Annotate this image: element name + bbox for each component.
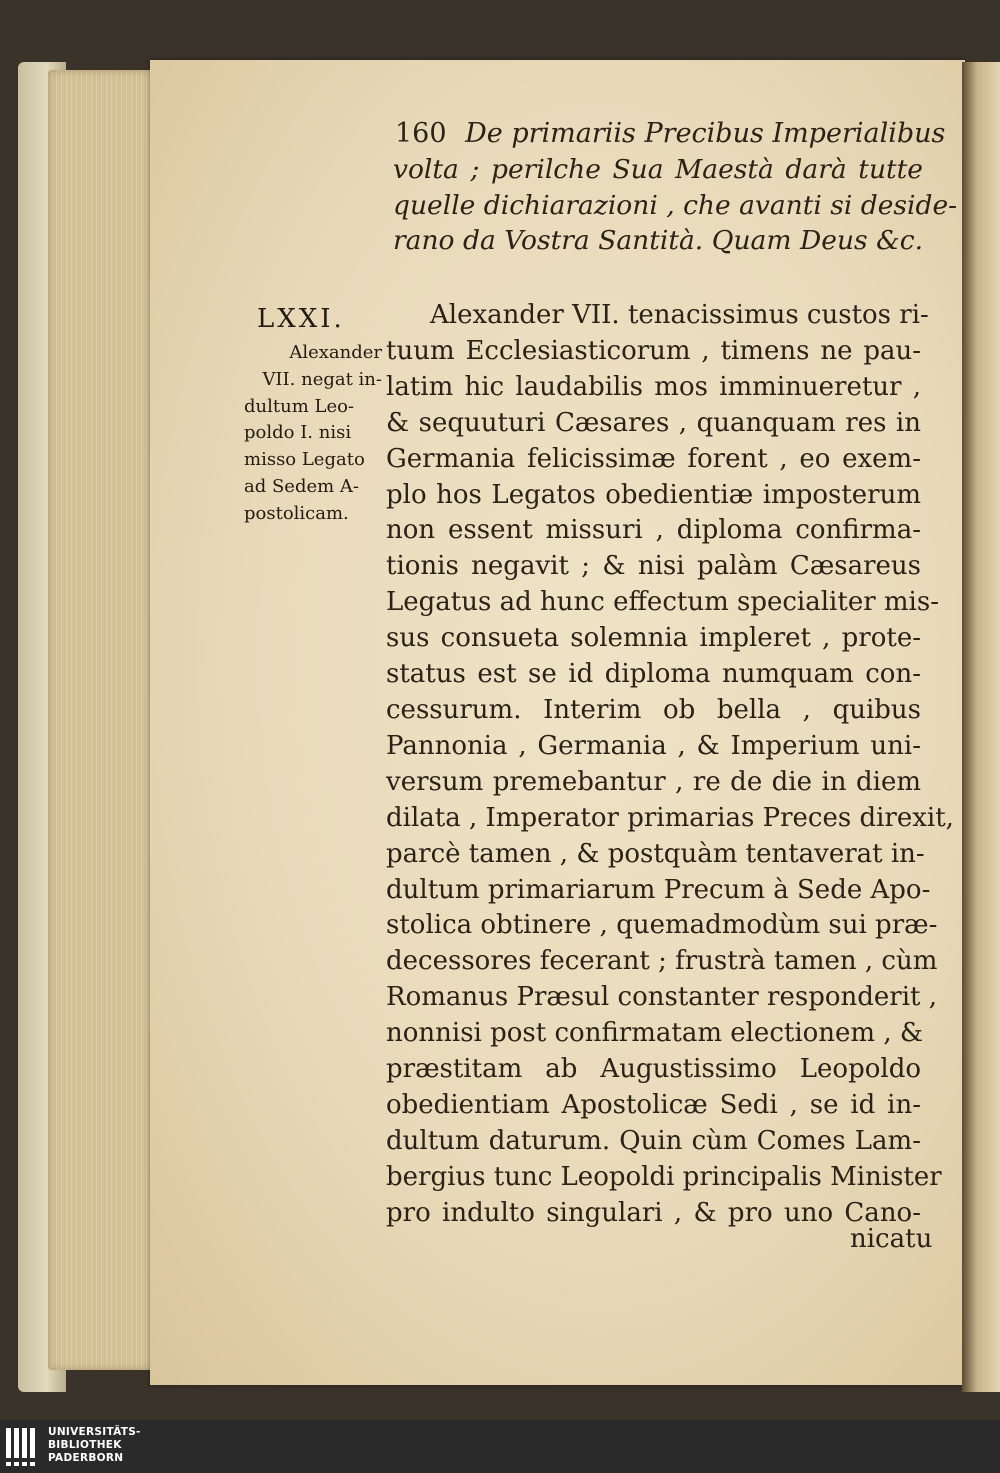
body-line: Alexander VII. tenacissimus custos ri- [430, 300, 929, 330]
running-title: De primariis Precibus Imperialibus [465, 118, 946, 149]
body-line: sus consueta solemnia impleret , prote- [386, 623, 921, 654]
body-text [386, 298, 954, 1232]
marginal-line: postolicam. [244, 502, 349, 524]
body-line: plo hos Legatos obedientiæ imposterum [386, 479, 921, 510]
italic-line: rano da Vostra Santità. Quam Deus &c. [393, 225, 923, 256]
body-line: præstitam ab Augustissimo Leopoldo [386, 1054, 921, 1085]
body-line: Legatus ad hunc effectum specialiter mis- [386, 587, 939, 618]
library-logo-icon [4, 1424, 44, 1470]
body-line: tionis negavit ; & nisi palàm Cæsareus [386, 551, 921, 582]
logo-line: UNIVERSITÄTS- [48, 1426, 141, 1438]
italic-line: quelle dichiarazioni , che avanti si deside- [393, 189, 958, 221]
marginal-line: dultum Leo- [244, 395, 355, 417]
body-line: dultum daturum. Quin cùm Comes Lam- [386, 1125, 921, 1156]
body-line: tuum Ecclesiasticorum , timens ne pau- [386, 335, 921, 366]
marginal-line: Alexander [289, 342, 382, 363]
body-line: dultum primariarum Precum à Sede Apo- [386, 874, 931, 905]
body-line: stolica obtinere , quemadmodùm sui præ- [386, 910, 938, 941]
body-line: pro indulto singulari , & pro uno Cano- [386, 1197, 921, 1228]
catchword: nicatu [850, 1224, 933, 1254]
library-logo [4, 1424, 154, 1470]
italic-passage [393, 152, 958, 259]
page-number: 160 [395, 118, 447, 149]
logo-line: PADERBORN [48, 1452, 124, 1464]
body-line: Germania felicissimæ forent , eo exem- [386, 443, 921, 474]
body-line: versum premebantur , re de die in diem [386, 766, 921, 797]
library-logo-text [48, 1426, 141, 1465]
marginal-line: misso Legato [244, 449, 365, 471]
body-line: Romanus Præsul constanter responderit , [386, 982, 937, 1013]
book-gutter [962, 62, 1000, 1392]
body-line: obedientiam Apostolicæ Sedi , se id in- [386, 1089, 921, 1120]
section-numeral: LXXI. [257, 304, 345, 334]
body-line: status est se id diploma numquam con- [386, 659, 921, 690]
italic-line: volta ; perilche Sua Maestà darà tutte [393, 154, 923, 185]
body-line: latim hic laudabilis mos imminueretur , [386, 371, 921, 402]
marginal-line: poldo I. nisi [244, 422, 352, 444]
body-line: dilata , Imperator primarias Preces direxit, [386, 802, 954, 833]
marginal-line: ad Sedem A- [244, 475, 360, 497]
body-line: Pannonia , Germania , & Imperium uni- [386, 730, 921, 761]
marginal-note [244, 340, 382, 528]
body-line: & sequuturi Cæsares , quanquam res in [386, 407, 921, 438]
body-line: parcè tamen , & postquàm tentaverat in- [386, 838, 925, 869]
body-line: bergius tunc Leopoldi principalis Minister [386, 1161, 942, 1192]
body-line: non essent missuri , diploma confirma- [386, 515, 921, 546]
page-edges [48, 70, 160, 1370]
logo-line: BIBLIOTHEK [48, 1439, 122, 1451]
body-line: cessurum. Interim ob bella , quibus [386, 694, 921, 725]
running-header [395, 118, 945, 149]
body-line: nonnisi post confirmatam electionem , & [386, 1018, 924, 1049]
marginal-line: VII. negat in- [262, 368, 382, 390]
body-line: decessores fecerant ; frustrà tamen , cùm [386, 946, 938, 977]
